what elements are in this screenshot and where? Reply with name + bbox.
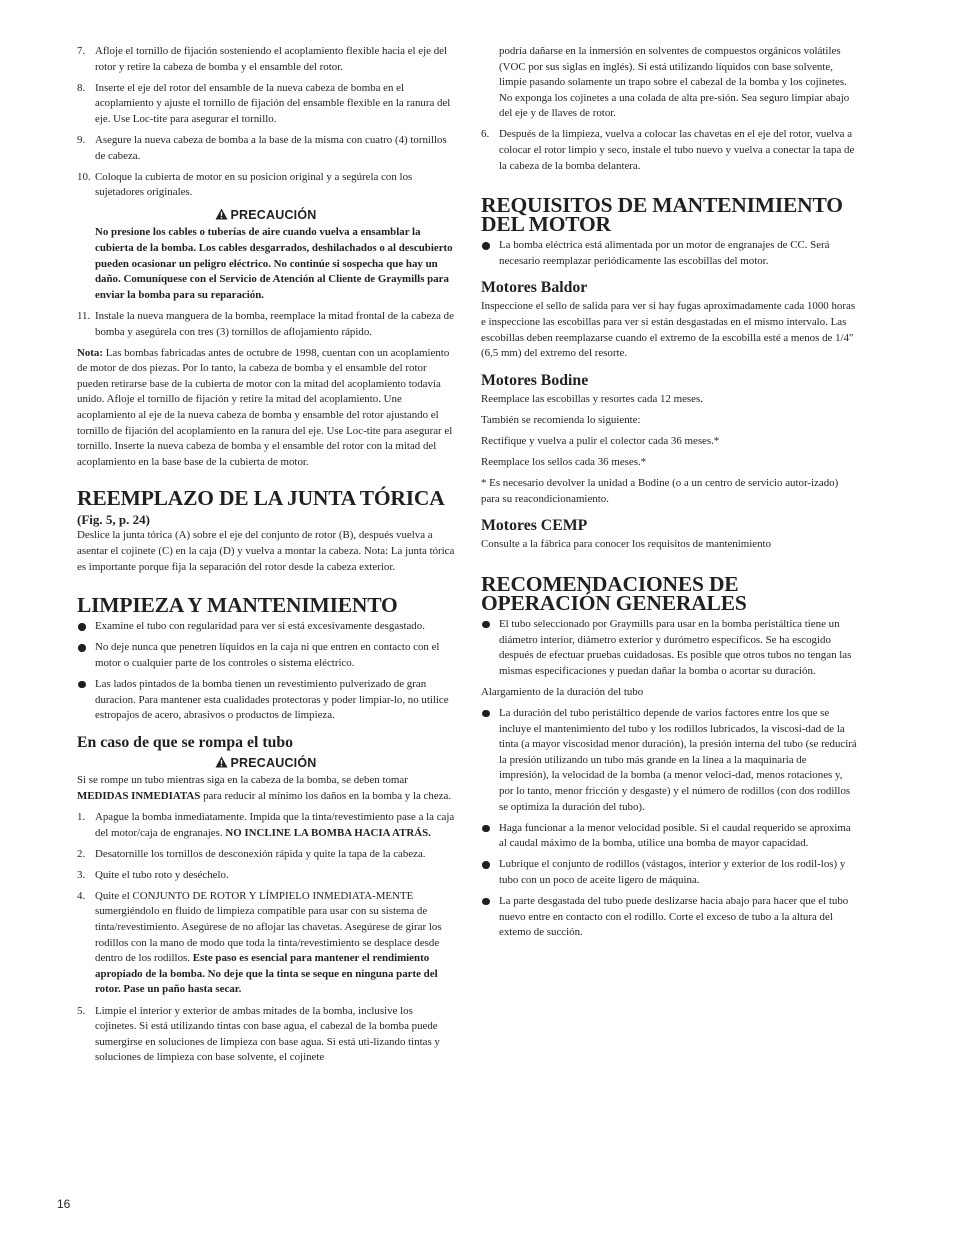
oring-paragraph: Deslice la junta tórica (A) sobre el eje del conjunto de rotor (B), después vuelva a asentar el cojinete (C) en la caja (D) y vuelva a montar la cabeza. Nota: La junta tórica es importante porque fija la separación del rotor desde la cabeza exterior.: [77, 529, 455, 573]
step-text-regular: Apague la bomba inmediatamente. Impida que la tinta/revestimiento pase a la caja del motor/caja de engranajes.: [95, 810, 455, 839]
step-number: 3.: [77, 868, 86, 881]
tube-life-subheading: Alargamiento de la duración del tubo: [481, 685, 644, 698]
step-number: 1.: [77, 810, 86, 823]
step-text-regular: Quite el CONJUNTO DE ROTOR Y LÍMPIELO INMEDIATA-MENTE sumergiéndolo en fluido de limpieza compatible para usar con su sistema de tinta/revestimiento. Asegúrese de no aflojar las chavetas. Asegúrese de girar los rodillos con la mano de modo que toda la tinta/revestimiento se desplace desde dentro de los rodillos.: [95, 889, 442, 965]
heading-oring-sub: (Fig. 5, p. 24): [77, 512, 150, 528]
step-text: Coloque la cubierta de motor en su posicion original y a segúrela con los sujetadores originales.: [95, 170, 413, 199]
step-number: 2.: [77, 847, 86, 860]
heading-baldor: Motores Baldor: [481, 279, 588, 297]
caution-title: PRECAUCIÓN: [230, 755, 317, 770]
bullet-item: [481, 238, 858, 269]
bullet-item: [481, 894, 858, 941]
step-text-bold: Este paso es esencial para mantener el rendimiento apropiado de la bomba. No deje que la tinta se seque en ninguna parte del rotor. Pase un paño hasta secar.: [95, 952, 438, 996]
step-number: 6.: [481, 128, 490, 141]
bodine-text: Rectifique y vuelva a pulir el colector cada 36 meses.*: [481, 435, 720, 447]
step-number: 10.: [77, 170, 91, 183]
bullet-item: [481, 857, 858, 888]
bullet-text: La parte desgastada del tubo puede deslizarse hacia abajo para hacer que el tubo nuevo entre en contacto con el rodillo. Corte el exceso de tubo a la altura del extemo de succión.: [499, 894, 849, 939]
step-text: [95, 810, 455, 841]
note-text: Las bombas fabricadas antes de octubre de 1998, cuentan con un acoplamiento de motor de dos piezas. Por lo tanto, la cabeza de bomba y el ensamble del rotor pueden retirarse base de la cubierta de motor con la mitad del acoplamiento todavía unido. Afloje el tornillo de fijación y retire la mitad del acoplamiento. Une acoplamiento al eje de la nueva cabeza de bomba y ensamble del rotor ajustando el tornillo de fijación del acoplamiento en la ranura del eje. Use Loc-tite para asegurar el tornillo. Inserte la nueva cabeza de bomba y el ensamble del rotor con la mitad del acoplamiento en la base base de la cubierta de motor.: [77, 346, 453, 468]
tube-intro-text: Si se rompe un tubo mientras siga en la cabeza de la bomba, se deben tomar: [77, 774, 408, 787]
heading-cleaning: LIMPIEZA Y MANTENIMIENTO: [77, 593, 398, 618]
left-column: [77, 44, 455, 1071]
bodine-text: Reemplace las escobillas y resortes cada 12 meses.: [481, 392, 703, 405]
bullet-icon: [481, 821, 499, 852]
tube-step-4: [77, 889, 455, 998]
heading-cemp: Motores CEMP: [481, 517, 588, 535]
step-number: 7.: [77, 45, 86, 57]
bullet-item: [481, 821, 858, 852]
tube-step-3: [77, 868, 455, 884]
continued-text: podría dañarse en la inmersión en solventes de compuestos orgánicos volátiles (VOC por sus siglas en inglés). Si está utilizando líquidos con base solvente, limpie pasando solamente un trapo sobre el cabezal de la bomba y los cojinetes. No exponga los cojinetes a una colada de alta pre-sión. Sea seguro limpiar abajo del eje y de llaves de rotor.: [499, 45, 850, 120]
bullet-text: El tubo seleccionado por Graymills para usar en la bomba peristáltica tiene un diámetro interior, diámetro exterior y durómetro específicos. Se ha escogido después de efectuar pruebas cuidadosas. Es posible que otros tubos no tengan las mismas especificaciones y puedan dañar la bomba o acortar su duración.: [499, 617, 852, 677]
note-paragraph: [77, 346, 455, 471]
bullet-icon: [481, 706, 499, 815]
bullet-item: [77, 640, 455, 671]
step-number: 9.: [77, 133, 86, 146]
bullet-icon: [481, 617, 499, 679]
bodine-footnote: * Es necesario devolver la unidad a Bodine (o a un centro de servicio autor-izado) para su reacondicionamiento.: [481, 477, 839, 505]
tube-step-2: [77, 847, 455, 863]
step-10: [77, 170, 455, 201]
page-number: 16: [57, 1197, 71, 1211]
bullet-item: [77, 677, 455, 724]
heading-broken-tube: En caso de que se rompa el tubo: [77, 733, 294, 751]
step-11: [77, 309, 455, 340]
bullet-text: Examine el tubo con regularidad para ver si está excesivamente desgastado.: [95, 620, 425, 633]
step-text: Instale la nueva manguera de la bomba, reemplace la mitad frontal de la cabeza de bomba y asegúrela con tres (3) tornillos de aflojamiento rápido.: [95, 309, 454, 338]
step-text: Desatornille los tornillos de desconexión rápida y quite la tapa de la cabeza.: [95, 847, 426, 860]
step-9: [77, 133, 455, 164]
heading-motor-maintenance: REQUISITOS DE MANTENIMIENTO DEL MOTOR: [481, 193, 843, 237]
step-number: 11.: [77, 309, 91, 322]
step-7: [77, 44, 455, 75]
tube-intro-text: para reducir al mínimo los daños en la bomba y la cheza.: [200, 789, 452, 802]
warning-icon: [215, 208, 228, 220]
bullet-icon: [481, 238, 499, 269]
step-text-bold: NO INCLINE LA BOMBA HACIA ATRÁS.: [225, 826, 431, 839]
caution-text: No presione los cables o tuberías de aire cuando vuelva a ensamblar la cubierta de la bomba. Los cables desgarrados, deshilachados o al descubierto pueden ocasionar un peligro eléctrico. No continúe si sospecha que hay un daño. Comuníquese con el Servicio de Atención al Cliente de Graymills para enviar la bomba para su reparación.: [95, 226, 453, 301]
step-text: Afloje el tornillo de fijación sosteniendo el acoplamiento flexible hacia el eje del rotor y retire la cabeza de bomba y el ensamble del rotor.: [95, 45, 447, 73]
step-number: 4.: [77, 889, 86, 902]
bullet-text: Haga funcionar a la menor velocidad posible. Si el caudal requerido se aproxima al caudal máximo de la bomba, utilice una bomba de mayor capacidad.: [499, 821, 851, 850]
bullet-text: Lubrique el conjunto de rodillos (vástagos, interior y exterior de los rodil-los) y tubo con un poco de aceite ligero de máquina.: [499, 858, 846, 886]
cemp-text: Consulte a la fábrica para conocer los requisitos de mantenimiento: [481, 538, 772, 551]
step-text: Inserte el eje del rotor del ensamble de la nueva cabeza de bomba en el acoplamiento y ajuste el tornillo de fijación del ensamble flexible en la ranura del eje. Use Loc-tite para asegurar el tornillo.: [95, 81, 451, 125]
bullet-icon: [481, 894, 499, 941]
tube-step-1: [77, 810, 455, 841]
bullet-text: La duración del tubo peristáltico depende de varios factores entre los que se incluye el mantenimiento del tubo y los rodillos lubricados, la viscosi-dad de la tinta (a mayor viscosidad menor duración), la presión interna del tubo (se reducirá la presión utilizando un tubo más grande en la línea a la maquinaria de impresión), la velocidad de la bomba (a menor veloci-dad, menos rotaciones y, por lo tanto, menor fricción y desgaste) y el número de rodillos (con dos rodillos se optimiza la duración del tubo).: [499, 706, 857, 813]
bullet-item: [77, 619, 455, 635]
bodine-text: También se recomienda lo siguiente:: [481, 413, 641, 426]
step-text: Asegure la nueva cabeza de bomba a la base de la misma con cuatro (4) tornillos de cabeza.: [95, 133, 447, 162]
caution-heading: [77, 208, 455, 224]
bullet-text: No deje nunca que penetren líquidos en la caja ni que entren en contacto con el motor o cualquier parte de los controles o sistema eléctrico.: [95, 641, 440, 669]
step-number: 5.: [77, 1004, 86, 1017]
step-number: 8.: [77, 81, 86, 94]
bullet-item: [481, 706, 858, 815]
heading-oring: REEMPLAZO DE LA JUNTA TÓRICA: [77, 486, 445, 511]
step-text: Limpie el interior y exterior de ambas mitades de la bomba, inclusive los cojinetes. Si está utilizando tintas con base agua, el cabezal de la bomba puede sumergirse en soluciones de limpieza con base agua. Si está uti-lizando tintas y soluciones de limpieza con base solvente, el cojinete: [95, 1004, 440, 1064]
bullet-icon: [77, 677, 95, 724]
bodine-text: Reemplace los sellos cada 36 meses.*: [481, 456, 647, 469]
bullet-text: La bomba eléctrica está alimentada por un motor de engranajes de CC. Será necesario reemplazar periódicamente las escobillas del motor.: [499, 239, 830, 267]
tube-step-6: [481, 127, 858, 174]
bullet-item: [481, 617, 858, 679]
bullet-text: Las lados pintados de la bomba tienen un revestimiento pulverizado de gran duracion. Para mantener esta cualidades protectoras y poder limpiar-lo, no utilice estropajos de acero, abrasivos o productos de limpieza.: [95, 677, 449, 722]
step-text: Después de la limpieza, vuelva a colocar las chavetas en el eje del rotor, vuelva a colocar el rotor limpio y seco, instale el tubo nuevo y vuelva a conectar la tapa de la cabeza de la bomba delantera.: [499, 128, 855, 172]
heading-recommendations: RECOMENDACIONES DE OPERACIÓN GENERALES: [481, 571, 747, 615]
bullet-icon: [481, 857, 499, 888]
bullet-icon: [77, 640, 95, 671]
step-8: [77, 81, 455, 128]
tube-step-5: [77, 1004, 455, 1066]
tube-intro: [77, 773, 455, 804]
right-column: [481, 44, 858, 946]
step-text: Quite el tubo roto y deséchelo.: [95, 868, 229, 881]
warning-icon: [215, 756, 228, 768]
caution-heading: [77, 756, 455, 772]
bullet-icon: [77, 619, 95, 635]
tube-intro-bold: MEDIDAS INMEDIATAS: [77, 789, 201, 802]
heading-bodine: Motores Bodine: [481, 371, 589, 389]
caution-title: PRECAUCIÓN: [230, 207, 317, 222]
step-text: [95, 889, 455, 998]
note-label: Nota:: [77, 346, 104, 359]
baldor-text: Inspeccione el sello de salida para ver si hay fugas aproximadamente cada 1000 horas e inspeccione las escobillas para ver si están desgastadas en el mismo intervalo. Las escobillas deben reemplazarse cuando el extremo de la escobilla esté a menos de 1/4" (6,5 mm) del extremo del resorte.: [481, 300, 856, 360]
